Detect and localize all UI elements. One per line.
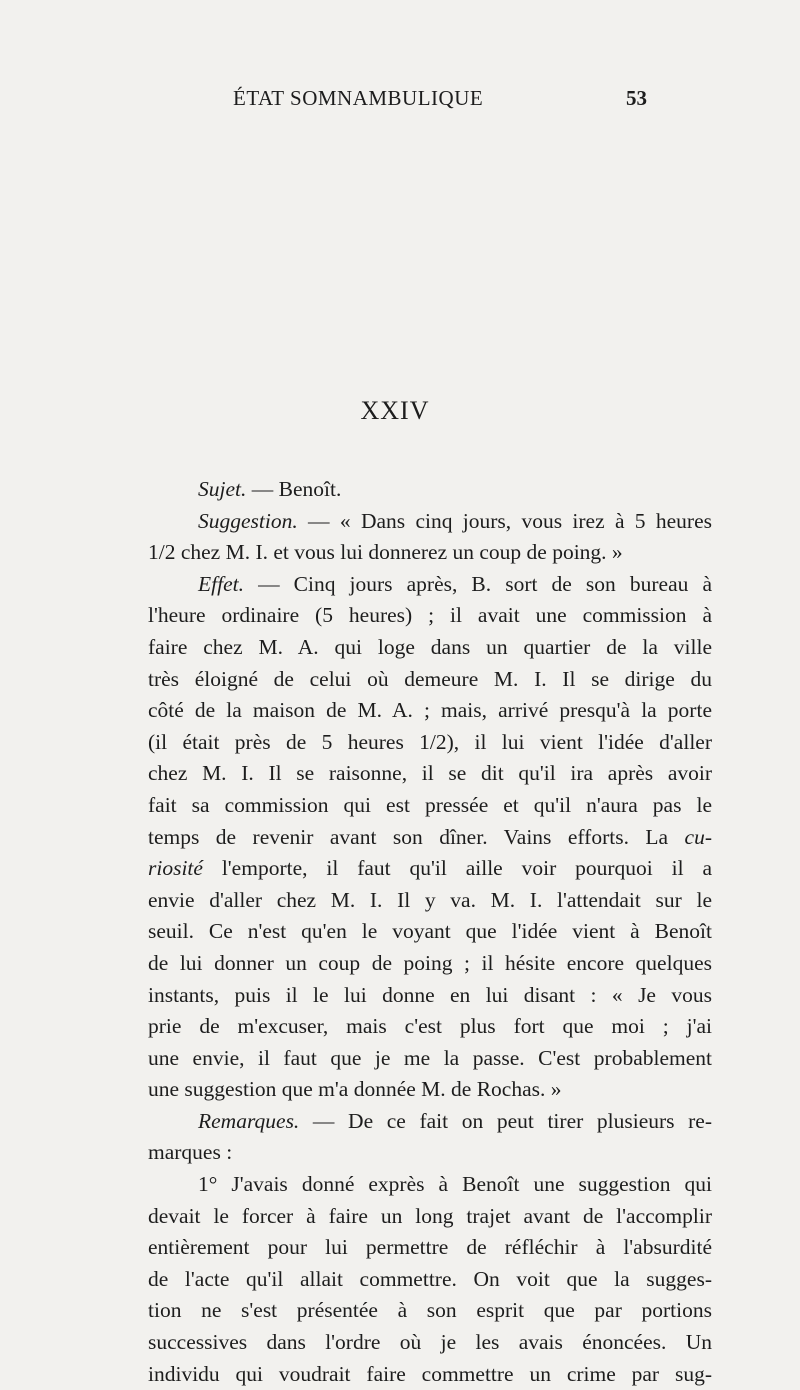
paragraph-remarques-line (148, 1106, 712, 1138)
suggestion-text: — « Dans cinq jours, vous irez à 5 heures (297, 508, 712, 533)
text-line: de lui donner un coup de poing ; il hésite encore quelques (148, 950, 712, 975)
suggestion-label: Suggestion. (198, 508, 298, 533)
text-line: devait le forcer à faire un long trajet avant de l'accomplir (148, 1203, 712, 1228)
text-line: tion ne s'est présentée à son esprit que par portions (148, 1298, 712, 1323)
text-line: 1/2 chez M. I. et vous lui donnerez un coup de poing. » (148, 540, 623, 565)
text-line (148, 822, 712, 854)
text-line: (il était près de 5 heures 1/2), il lui vient l'idée d'aller (148, 729, 712, 754)
effet-label: Effet. (198, 571, 244, 596)
italic-word: riosité (148, 856, 203, 881)
text-line (148, 853, 712, 885)
text-line: individu qui voudrait faire commettre un crime par sug- (148, 1361, 712, 1386)
chapter-number: XXIV (360, 396, 430, 425)
text-body (148, 474, 712, 1390)
text-line: faire chez M. A. qui loge dans un quartier de la ville (148, 634, 712, 659)
text-line: très éloigné de celui où demeure M. I. Il se dirige du (148, 666, 712, 691)
running-header (0, 86, 800, 116)
text-line: une envie, il faut que je me la passe. C'est probablement (148, 1045, 712, 1070)
text-line: instants, puis il le lui donne en lui disant : « Je vous (148, 982, 712, 1007)
sujet-text: — Benoît. (246, 477, 342, 501)
text-segment: l'emporte, il faut qu'il aille voir pourquoi il a (202, 856, 712, 881)
text-line: entièrement pour lui permettre de réfléchir à l'absurdité (148, 1235, 712, 1260)
running-title: ÉTAT SOMNAMBULIQUE (233, 86, 484, 110)
text-line: fait sa commission qui est pressée et qu'il n'aura pas le (148, 792, 712, 817)
paragraph-effet-line (148, 569, 712, 601)
text-line: l'heure ordinaire (5 heures) ; il avait une commission à (148, 603, 712, 628)
text-line: prie de m'excuser, mais c'est plus fort que moi ; j'ai (148, 1014, 712, 1039)
paragraph-point1-line: 1° J'avais donné exprès à Benoît une suggestion qui (198, 1172, 712, 1197)
effet-text: — Cinq jours après, B. sort de son bureau à (243, 571, 712, 596)
paragraph-sujet (148, 474, 712, 506)
text-line: envie d'aller chez M. I. Il y va. M. I. l'attendait sur le (148, 887, 712, 912)
text-line: marques : (148, 1140, 233, 1165)
paragraph-suggestion-line (148, 506, 712, 538)
text-line: côté de la maison de M. A. ; mais, arrivé presqu'à la porte (148, 698, 712, 723)
remarques-text: — De ce fait on peut tirer plusieurs re- (299, 1108, 712, 1133)
text-line: successives dans l'ordre où je les avais énoncées. Un (148, 1330, 712, 1355)
text-line: seuil. Ce n'est qu'en le voyant que l'idée vient à Benoît (148, 919, 712, 944)
remarques-label: Remarques. (198, 1108, 300, 1133)
page-number: 53 (626, 86, 647, 110)
text-line: chez M. I. Il se raisonne, il se dit qu'il ira après avoir (148, 761, 712, 786)
sujet-label: Sujet. (198, 477, 247, 501)
text-line: de l'acte qu'il allait commettre. On voit que la sugges- (148, 1266, 712, 1291)
italic-word: cu- (684, 824, 712, 849)
text-line: une suggestion que m'a donnée M. de Rochas. » (148, 1077, 562, 1102)
text-segment: temps de revenir avant son dîner. Vains efforts. La (148, 824, 685, 849)
